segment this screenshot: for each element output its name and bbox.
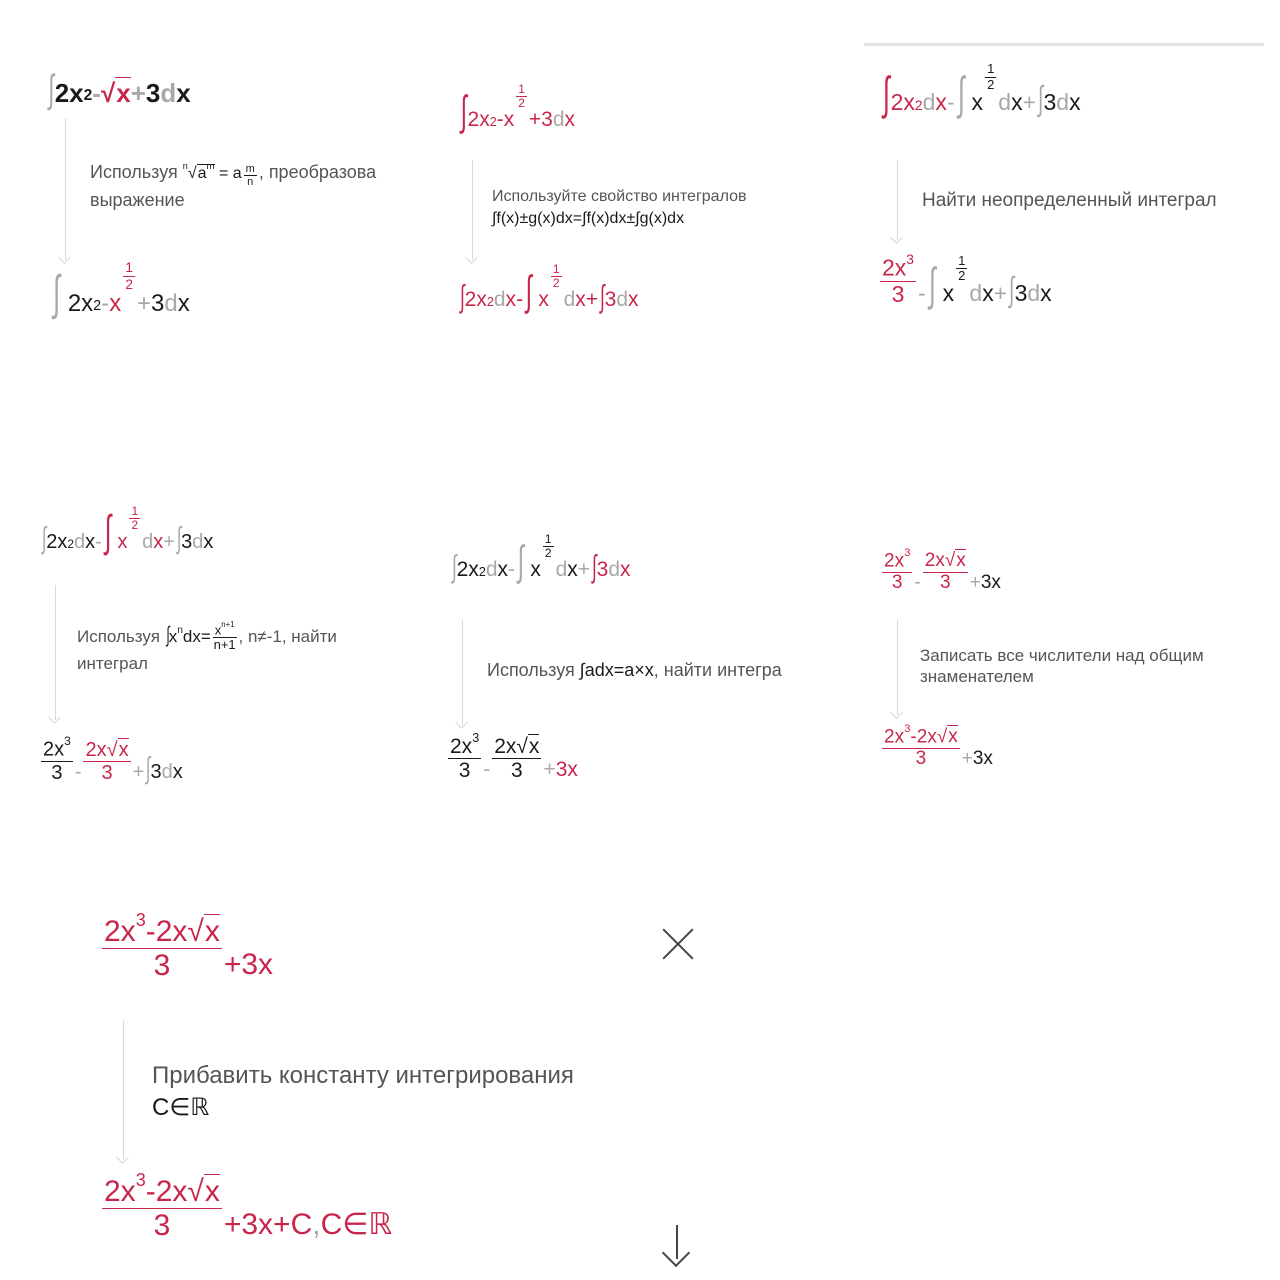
step-7-result-expression: $\frac{2x^3-2x√x}{3}$ +3x+C , C∈ℝ [104,1169,393,1242]
step-5-result-expression: $\frac{2x^3}{3}$ - $\frac{2x√x}{3}$ + 3x [450,730,578,783]
step-4-arrow [55,585,56,720]
step-6-arrow [897,620,898,715]
step-panel-6 [870,540,1275,800]
step-1-arrow [65,118,66,260]
top-divider [864,43,1264,46]
step-2-result-expression: ∫ 2x 2 d x- ∫ x $\frac{1}{2}$ d x+ ∫ 3 d x [459,261,639,314]
step-7-arrow [123,1020,124,1160]
step-panel-3 [870,60,1270,380]
step-4-input-expression: ∫ 2x 2 d x - ∫ x $\frac{1}{2}$ d x + ∫ 3 d x [41,503,214,556]
step-3-input-expression: ∫ 2x 2 d x - ∫ x $\frac{1}{2}$ d x + ∫ 3 d x [882,61,1081,119]
step-5-hint: Используя ∫adx=a×x, найти интегра [487,660,782,680]
step-4-result-expression: $\frac{2x^3}{3}$ - $\frac{2x√x}{3}$ + ∫ 3 d x [43,734,183,785]
step-2-arrow [472,160,473,260]
step-5-input-expression: ∫ 2x 2 d x - ∫ x $\frac{1}{2}$ d x + ∫ 3 d x [451,531,631,584]
step-1-input-expression: ∫ 2x 2 - √x + 3 d x [48,68,191,111]
step-3-hint: Найти неопределенный интеграл [922,190,1217,211]
step-panel-2 [440,80,840,380]
step-7-input-expression: $\frac{2x^3-2x√x}{3}$ +3x [104,909,274,982]
step-6-input-expression: $\frac{2x^3}{3}$ - $\frac{2x√x}{3}$ + 3x [884,547,1001,594]
step-1-hint: Используя $^n√a^m = a$ $\frac{m}{n}$ , преобразова выражение [90,161,377,210]
step-panel-7 [90,905,650,1275]
step-6-hint: Записать все числители над общим знаменателем [920,646,1204,687]
arrow-down-icon[interactable] [660,1225,694,1265]
step-3-arrow [897,160,898,240]
step-4-hint: Используя $\int x^ndx=$ $\frac{x^{n+1}}{n+1}$ , n≠-1, найти интеграл [77,619,337,674]
step-2-hint: Используйте свойство интегралов ∫f(x)±g(x)dx=∫f(x)dx±∫g(x)dx [492,188,747,227]
step-6-result-expression: $\frac{2x^3-2x√x}{3}$ + 3x [884,723,993,770]
step-3-result-expression: $\frac{2x^3}{3}$ - ∫ x $\frac{1}{2}$ d x + ∫ 3 d x [882,251,1052,311]
step-1-result-expression: ∫ 2x 2 - x $\frac{1}{2}$ + 3 d x [52,259,190,320]
step-panel-5 [440,530,845,820]
step-5-arrow [462,620,463,725]
step-7-hint: Прибавить константу интегрирования C∈ℝ [152,1062,574,1122]
step-panel-1 [40,60,420,380]
close-icon[interactable] [660,925,696,961]
step-panel-4 [35,500,420,820]
step-2-input-expression: ∫ 2x 2 -x $\frac{1}{2}$ +3 d x [460,81,576,134]
